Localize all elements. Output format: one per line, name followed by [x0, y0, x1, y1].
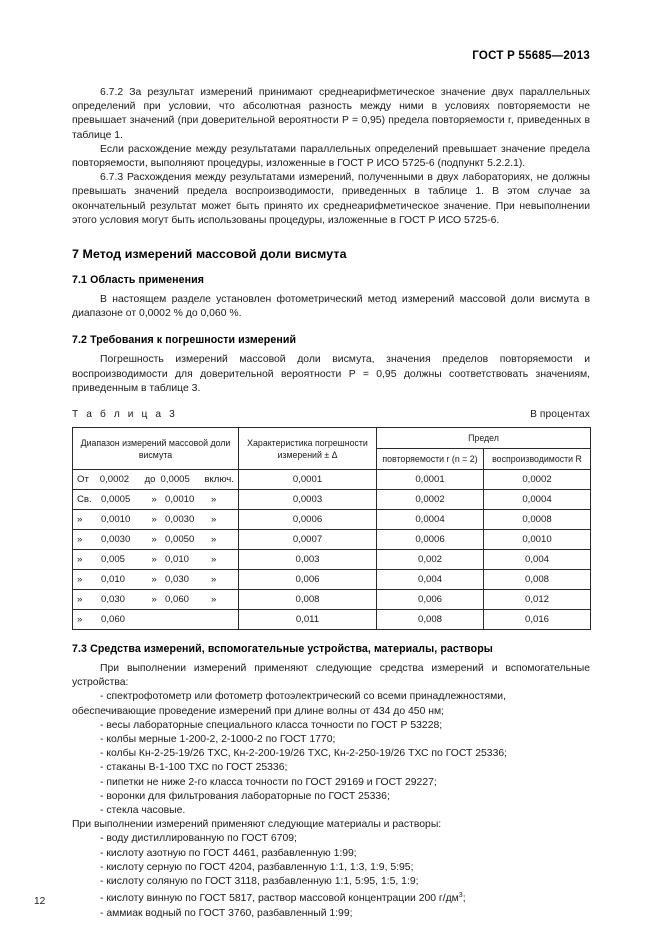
- table-label: Т а б л и ц а 3: [72, 409, 178, 421]
- range-part: Св.: [77, 494, 92, 506]
- standard-header: ГОСТ Р 55685—2013: [472, 50, 590, 62]
- table-units: В процентах: [530, 409, 590, 421]
- list-item: - стаканы В-1-100 ТХС по ГОСТ 25336;: [100, 762, 288, 774]
- table-caption-row: [72, 409, 590, 420]
- cell-error: 0,011: [239, 610, 377, 630]
- range-part: »: [211, 514, 217, 526]
- range-part: От: [77, 474, 89, 486]
- range-part: 0,0030: [165, 514, 195, 526]
- range-part: 0,010: [101, 574, 126, 586]
- range-part: до: [144, 474, 156, 486]
- cell-error: 0,0006: [239, 510, 377, 530]
- range-part: »: [151, 554, 157, 566]
- cell-range: [73, 510, 239, 530]
- section-7-2-text: Погрешность измерений массовой доли висмута, значения пределов повторяемости и воспроизводимости для доверительной вероятности P = 0,95 должны соответствовать значениям, приведенным в таблице 3.: [72, 354, 590, 394]
- range-part: 0,0030: [101, 534, 131, 546]
- range-part: »: [211, 594, 217, 606]
- table-row: [73, 550, 591, 570]
- range-part: 0,030: [165, 574, 190, 586]
- spacer: [72, 261, 590, 274]
- cell-repeatability: 0,0006: [377, 530, 484, 550]
- range-part: »: [77, 574, 83, 586]
- spacer: [72, 346, 590, 353]
- cell-error: 0,006: [239, 570, 377, 590]
- range-part: »: [77, 594, 83, 606]
- table-3: [72, 427, 591, 630]
- range-part: »: [77, 554, 83, 566]
- table-row: [73, 490, 591, 510]
- cell-reproducibility: 0,0008: [484, 510, 591, 530]
- range-part: включ.: [204, 474, 234, 486]
- page-number: 12: [34, 896, 46, 907]
- cell-error: 0,0007: [239, 530, 377, 550]
- spacer: [72, 630, 590, 643]
- paragraph-6-7-3: 6.7.3 Расхождения между результатами измерений, полученными в двух лабораториях, не должны превышать значений предела воспроизводимости, приведенных в таблице 1. В этом случае за окончательный результат может быть принято их среднеарифметическое значение. При невыполнении этого условия могут быть использованы процедуры, изложенные в ГОСТ Р ИСО 5725-6.: [72, 172, 590, 226]
- cell-repeatability: 0,006: [377, 590, 484, 610]
- table-row: [73, 610, 591, 630]
- cell-range: [73, 590, 239, 610]
- range-part: 0,0010: [101, 514, 131, 526]
- materials-list: [72, 832, 590, 920]
- range-part: 0,0050: [165, 534, 195, 546]
- range-part: 0,0010: [165, 494, 195, 506]
- paragraph-6-7-2-cont: Если расхождение между результатами параллельных определений превышает значение предела повторяемости, выполняют процедуры, изложенные в ГОСТ Р ИСО 5725-6 (подпункт 5.2.2.1).: [72, 143, 590, 170]
- range-part: »: [151, 514, 157, 526]
- cell-range: [73, 610, 239, 630]
- list-item: - воду дистиллированную по ГОСТ 6709;: [100, 833, 297, 845]
- cell-reproducibility: 0,0010: [484, 530, 591, 550]
- header-reproducibility: воспроизводимости R: [484, 449, 591, 470]
- header-range: Диапазон измерений массовой доли висмута: [73, 428, 239, 470]
- table-row: [73, 570, 591, 590]
- cell-range: [73, 550, 239, 570]
- paragraph-6-7-2: 6.7.2 За результат измерений принимают среднеарифметическое значение двух параллельных определений при условии, что абсолютная разность между ними в условиях повторяемости не превышает значений (при доверительной вероятности P = 0,95) предела повторяемости r, приведенных в таблице 1.: [72, 87, 590, 141]
- cell-repeatability: 0,008: [377, 610, 484, 630]
- range-part: »: [151, 494, 157, 506]
- list-item: - аммиак водный по ГОСТ 3760, разбавленный 1:99;: [100, 907, 353, 919]
- list-item: - кислоту азотную по ГОСТ 4461, разбавленную 1:99;: [100, 847, 357, 859]
- page-content: [72, 50, 590, 921]
- cell-range: [73, 570, 239, 590]
- list-item: - кислоту соляную по ГОСТ 3118, разбавленную 1:1, 5:95, 1:5, 1:9;: [100, 876, 419, 888]
- section-7-1-text: В настоящем разделе установлен фотометрический метод измерений массовой доли висмута в диапазоне от 0,0002 % до 0,060 %.: [72, 294, 590, 320]
- range-part: »: [77, 614, 83, 626]
- spacer: [72, 655, 590, 662]
- cell-range: [73, 530, 239, 550]
- spacer: [72, 321, 590, 334]
- list-item: - колбы Кн-2-25-19/26 ТХС, Кн-2-200-19/26 ТХС, Кн-2-250-19/26 ТХС по ГОСТ 25336;: [100, 748, 508, 760]
- table-row: [73, 530, 591, 550]
- header-repeatability: повторяемости r (n = 2): [377, 449, 484, 470]
- range-part: 0,030: [101, 594, 126, 606]
- section-7-2-title: 7.2 Требования к погрешности измерений: [72, 334, 297, 347]
- range-part: 0,060: [165, 594, 190, 606]
- section-7-title: 7 Метод измерений массовой доли висмута: [72, 247, 347, 262]
- range-part: 0,0005: [101, 494, 131, 506]
- cell-reproducibility: 0,008: [484, 570, 591, 590]
- range-part: »: [211, 534, 217, 546]
- equipment-list: [72, 690, 590, 818]
- spacer: [72, 286, 590, 293]
- cell-repeatability: 0,004: [377, 570, 484, 590]
- cell-repeatability: 0,002: [377, 550, 484, 570]
- range-part: 0,0005: [160, 474, 190, 486]
- range-part: 0,005: [101, 554, 126, 566]
- range-part: 0,010: [165, 554, 190, 566]
- cell-error: 0,0001: [239, 470, 377, 490]
- table-row: [73, 470, 591, 490]
- list-item: - воронки для фильтрования лабораторные по ГОСТ 25336;: [100, 790, 390, 802]
- list-item: - спектрофотометр или фотометр фотоэлектрический со всеми принадлежностями, обеспечивающие проведение измерений при длине волны от 434 до 450 нм;: [72, 691, 506, 717]
- cell-error: 0,008: [239, 590, 377, 610]
- cell-reproducibility: 0,004: [484, 550, 591, 570]
- section-7-3-intro: При выполнении измерений применяют следующие средства измерений и вспомогательные устройства:: [72, 663, 590, 689]
- section-7-3-title: 7.3 Средства измерений, вспомогательные устройства, материалы, растворы: [72, 643, 493, 656]
- section-7-1-title: 7.1 Область применения: [72, 274, 205, 287]
- materials-block: [72, 818, 590, 920]
- range-part: »: [151, 594, 157, 606]
- cell-range: [73, 490, 239, 510]
- list-item: - колбы мерные 1-200-2, 2-1000-2 по ГОСТ 1770;: [100, 734, 336, 746]
- range-part: »: [151, 574, 157, 586]
- spacer: [72, 420, 590, 427]
- cell-reproducibility: 0,0002: [484, 470, 591, 490]
- spacer: [72, 396, 590, 409]
- cell-reproducibility: 0,016: [484, 610, 591, 630]
- spacer: [72, 228, 590, 247]
- cell-repeatability: 0,0001: [377, 470, 484, 490]
- range-part: »: [211, 574, 217, 586]
- list-item: - кислоту винную по ГОСТ 5817, раствор массовой концентрации 200 $г/дм^3$;: [100, 892, 466, 905]
- range-part: »: [77, 514, 83, 526]
- range-part: »: [77, 534, 83, 546]
- superscript-exponent: 3: [458, 892, 463, 900]
- list-item: - стекла часовые.: [100, 805, 186, 817]
- cell-range: [73, 470, 239, 490]
- range-part: »: [151, 534, 157, 546]
- cell-error: 0,0003: [239, 490, 377, 510]
- header-limit-group: Предел: [377, 428, 591, 449]
- list-item: - кислоту серную по ГОСТ 4204, разбавленную 1:1, 1:3, 1:9, 5:95;: [100, 861, 414, 873]
- range-part: 0,0002: [99, 474, 130, 486]
- cell-repeatability: 0,0004: [377, 510, 484, 530]
- table-header-row-1: [73, 428, 591, 449]
- cell-error: 0,003: [239, 550, 377, 570]
- materials-intro: При выполнении измерений применяют следующие материалы и растворы:: [72, 819, 442, 831]
- range-part: »: [211, 494, 217, 506]
- table-row: [73, 510, 591, 530]
- header-error: Характеристика погрешности измерений ± Δ: [239, 428, 377, 470]
- range-part: »: [211, 554, 217, 566]
- range-part: 0,060: [101, 614, 126, 626]
- table-body: [73, 470, 591, 630]
- list-item: - пипетки не ниже 2-го класса точности по ГОСТ 29169 и ГОСТ 29227;: [100, 776, 437, 788]
- list-item: - весы лабораторные специального класса точности по ГОСТ Р 53228;: [100, 719, 443, 731]
- cell-reproducibility: 0,012: [484, 590, 591, 610]
- cell-repeatability: 0,0002: [377, 490, 484, 510]
- table-head: [73, 428, 591, 470]
- cell-reproducibility: 0,0004: [484, 490, 591, 510]
- table-row: [73, 590, 591, 610]
